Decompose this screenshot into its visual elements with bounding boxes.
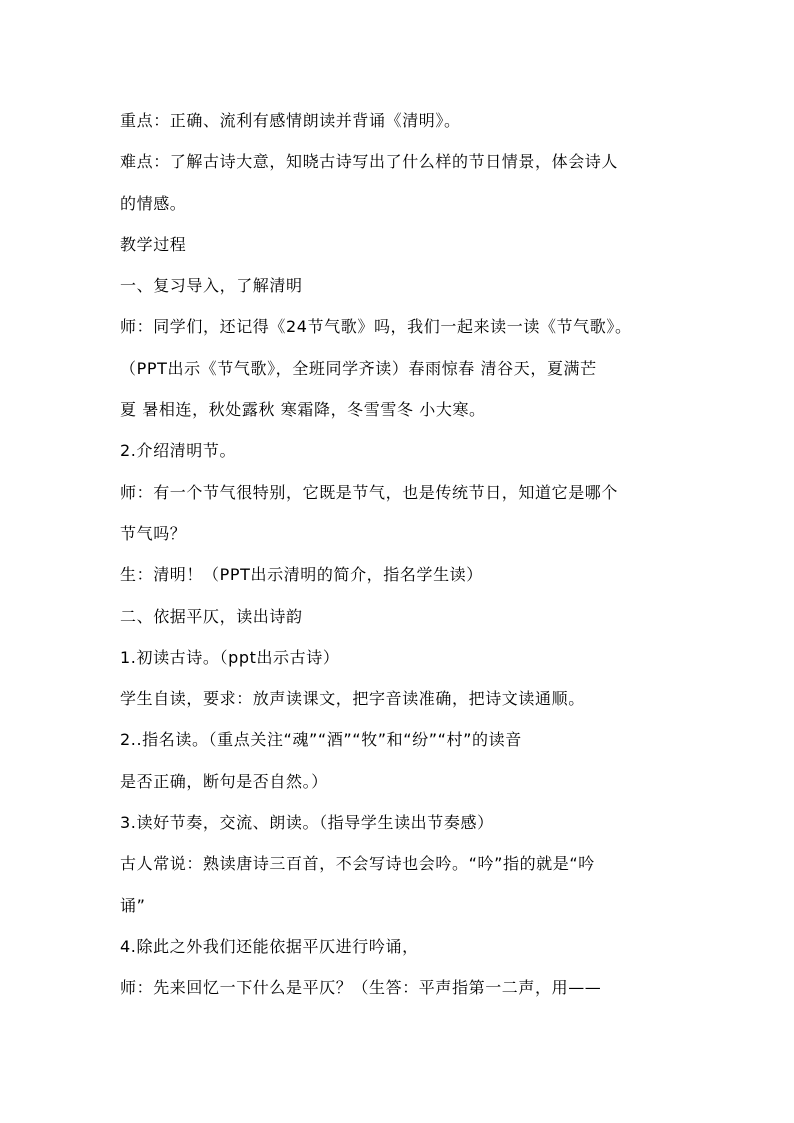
paragraph-line: 师：先来回忆一下什么是平仄？（生答：平声指第一二声，用——: [120, 978, 602, 998]
paragraph-line: 古人常说：熟读唐诗三百首，不会写诗也会吟。“吟”指的就是“吟: [120, 854, 595, 874]
paragraph-line: 诵”: [120, 895, 146, 915]
step-line: 2..指名读。（重点关注“魂”“酒”“牧”和“纷”“村”的读音: [120, 730, 522, 750]
key-point-line: 重点：正确、流利有感情朗读并背诵《清明》。: [120, 111, 461, 130]
paragraph-line: 师：同学们，还记得《24节气歌》吗，我们一起来读一读《节气歌》。: [120, 317, 632, 337]
paragraph-line: 师：有一个节气很特别，它既是节气，也是传统节日，知道它是哪个: [120, 482, 619, 502]
step-line: 1.初读古诗。（ppt出示古诗）: [120, 647, 340, 667]
difficulty-line: 难点：了解古诗大意，知晓古诗写出了什么样的节日情景，体会诗人: [120, 152, 619, 172]
paragraph-line: 学生自读，要求：放声读课文，把字音读准确，把诗文读通顺。: [120, 689, 585, 709]
difficulty-line-cont: 的情感。: [120, 193, 187, 213]
step-line: 4.除此之外我们还能依据平仄进行吟诵，: [120, 936, 419, 956]
step-line: 3.读好节奏，交流、朗读。（指导学生读出节奏感）: [120, 813, 494, 833]
document-body: [120, 100, 680, 1009]
section-heading-2: 二、依据平仄，读出诗韵: [120, 606, 303, 626]
paragraph-line: 生：清明！（PPT出示清明的简介，指名学生读）: [120, 565, 483, 585]
paragraph-line: （PPT出示《节气歌》，全班同学齐读）春雨惊春 清谷天，夏满芒: [120, 358, 597, 378]
section-heading-1: 一、复习导入，了解清明: [120, 276, 303, 296]
paragraph-line: 节气吗？: [120, 523, 187, 543]
section-heading-teaching-process: 教学过程: [120, 234, 187, 254]
step-line: 2.介绍清明节。: [120, 441, 237, 461]
paragraph-line: 是否正确，断句是否自然。）: [120, 771, 328, 791]
paragraph-line: 夏 暑相连，秋处露秋 寒霜降，冬雪雪冬 小大寒。: [120, 400, 486, 420]
